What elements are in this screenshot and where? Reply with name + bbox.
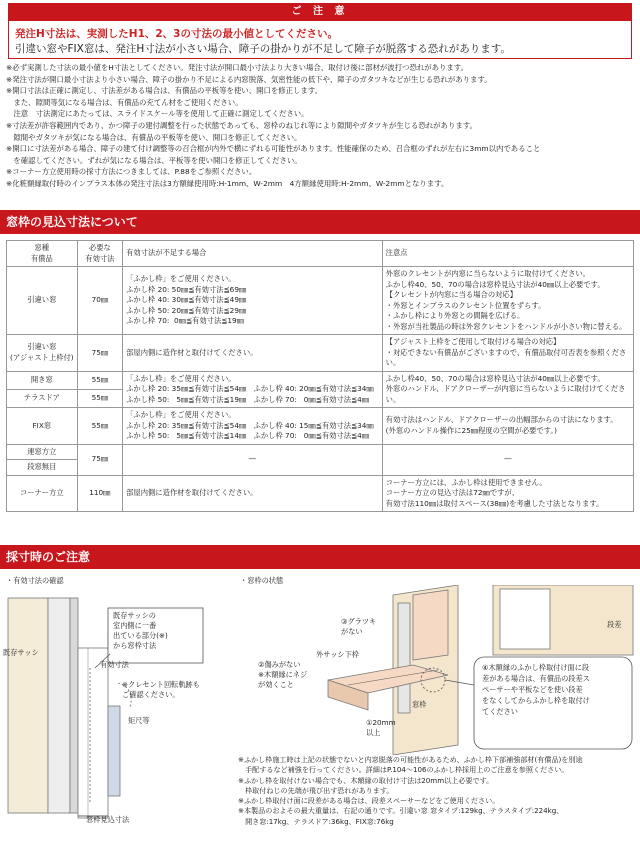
cell-type: 連窓方立 [7,444,78,460]
note-item: ※コーナー方立使用時の採寸方法につきましては、P.88をご参照ください。 [6,167,257,177]
note-item: 注意 寸法測定にあたっては、スライドスケール等を使用して正確に測定してください。 [6,109,309,119]
col-header-note: 注意点 [382,241,633,267]
bottom-note-item: ※ふかし枠取付け面に段差がある場合は、段差スペーサーなどをご使用ください。 [238,796,500,806]
note-item: ※開口に寸法差がある場合、障子の建て付け調整等の召合框が内外で横にずれる可能性があります。性能確保のため、召合框のずれが左右に3mm以内であること [6,144,541,154]
table-row [7,408,634,445]
notice-line-2: 引違い窓やFIX窓は、発注H寸法が小さい場合、障子の掛かりが不足して障子が脱落する恐れがあります。 [15,43,511,55]
cell-need: 55㎜ [77,408,122,445]
note-item: 隙間やガタツキが気になる場合は、有償品の平板等を使い、開口を修正してください。 [6,132,302,142]
section-title-frame-depth: 窓枠の見込寸法について [0,210,640,234]
bottom-note-item: 枠取付ねじの先端が飛び出す恐れがあります。 [238,785,394,795]
cell-short: 「ふかし枠」をご使用ください。 ふかし枠 20: 35㎜≦有効寸法≦54㎜ ふかし枠 40: 15㎜≦有効寸法≦34㎜ ふかし枠 50: 5㎜≦有効寸法≦14㎜ ふかし枠 70: 0㎜≦有効寸法≦4㎜ [123,408,383,445]
bottom-note-item: ※本製品のおよその最大重量は、右記の通りです。引違い窓 窓タイプ:129kg、テラスタイプ:224kg、 [238,806,564,816]
notice-title: ご 注 意 [8,3,632,21]
cell-note: 有効寸法はハンドル、ドアクローザーの出幅部からの寸法になります。 (外窓のハンドル操作に25㎜程度の空間が必要です。) [382,408,633,445]
bottom-note-item: ※ふかし枠施工時は上記の状態でないと内窓脱落の可能性があるため、ふかし枠下部補強部材(有償品)を別途 [238,755,583,764]
frame-label: 窓枠 [412,700,427,709]
note-item: を確認してください。ずれが気になる場合は、平板等を使い開口を修正してください。 [6,155,302,165]
note-item: また、隙間等気になる場合は、有償品の充てん材をご使用ください。 [6,97,243,107]
frame-depth-table [6,240,634,512]
table-row [7,267,634,335]
notice-line-1: 発注H寸法は、実測したH1、2、3の寸法の最小値としてください。 [15,28,338,40]
bottom-note-item: 手配するなど補強を行ってください。詳細はP.104～106のふかし枠採用上のご注意を参照ください。 [238,765,569,775]
cell-need: 75㎜ [77,444,122,475]
section-title-measuring: 採寸時のご注意 [0,545,640,569]
note-item: ※発注寸法が開口最小寸法より小さい場合、障子の掛かり不足による内窓脱落、気密性能の低下や、障子のガタツキなどが生じる恐れがあります。 [6,74,492,84]
note-item: ※化粧額縁取付時のインプラス本体の発注寸法は3方額縁使用時:H-1mm、W-2mm 4方額縁使用時:H-2mm、W-2mmとなります。 [6,178,449,188]
existing-sash-label: 既存サッシ [3,648,39,657]
effective-dimension-label: 有効寸法 [100,660,129,669]
cell-short: ― [123,444,383,475]
cell-short: 部屋内側に造作材を取付けてください。 [123,475,383,512]
table-row [7,335,634,372]
table-row [7,475,634,512]
cell-type: 開き窓 [7,371,78,389]
notes-list [6,62,636,190]
cell-need: 75㎜ [77,335,122,372]
cell-note: ふかし枠40、50、70の場合は窓枠見込寸法が40㎜以上必要です。 外窓のハンドル、ドアクローザーが内窓に当らないように取付けてくださ い。 [382,371,633,408]
col-header-need: 必要な 有効寸法 [77,241,122,267]
note-item: ※開口寸法は正確に測定し、寸法差がある場合は、有償品の平板等を使い、開口を修正します。 [6,86,323,96]
cell-note: コーナー方立には、ふかし枠は使用できません。 コーナー方立の見込寸法は72㎜ですが、 有効寸法110㎜は取付スペース(38㎜)を考慮した寸法となります。 [382,475,633,512]
table-row [7,371,634,389]
cell-short: 「ふかし枠」をご使用ください。 ふかし枠 20: 35㎜≦有効寸法≦54㎜ ふかし枠 40: 20㎜≦有効寸法≦34㎜ ふかし枠 50: 5㎜≦有効寸法≦19㎜ ふかし枠 70: 0㎜≦有効寸法≦4㎜ [123,371,383,408]
cell-note: ― [382,444,633,475]
callout-frame-dimension: 既存サッシの 室内側に一番 出ている部分(※) から窓枠寸法 [113,611,168,650]
cell-short: 「ふかし枠」をご使用ください。 ふかし枠 20: 50㎜≦有効寸法≦69㎜ ふかし枠 40: 30㎜≦有効寸法≦49㎜ ふかし枠 50: 20㎜≦有効寸法≦29㎜ ふかし枠 70: 0㎜≦有効寸法≦19㎜ [123,267,383,335]
note-item: ※寸法差が許容範囲内であり、かつ障子の建付調整を行った状態であっても、窓枠のねじれ等により隙間やガタツキが生じる恐れがあります。 [6,120,477,130]
cell-type: 引違い窓 [7,267,78,335]
note-item: ※必ず実測した寸法の最小値をH寸法としてください。発注寸法が開口最小寸法より大きい場合、取付け後に部材が波打つ恐れがあります。 [6,63,468,72]
cell-type: 引違い窓 (アジャスト上枠付) [7,335,78,372]
table-row [7,444,634,460]
cell-type: コーナー方立 [7,475,78,512]
callout-step-spacer: ④木額縁のふかし枠取付け面に段 差がある場合は、有償品の段差ス ペーサーや平板などを使い段差 をなくしてからふかし枠を取付け てください [482,663,590,716]
step-label: 段差 [607,620,622,629]
cell-need: 55㎜ [77,389,122,407]
cell-type: 段窓無目 [7,460,78,476]
cell-need: 55㎜ [77,371,122,389]
col-header-short: 有効寸法が不足する場合 [123,241,383,267]
callout-no-damage: ②傷みがない ※木額縁にネジ が効くこと [258,660,308,689]
bottom-note-item: 開き窓:17kg、テラスドア:36kg、FIX窓:76kg [238,816,394,826]
cell-note: 【アジャスト上枠をご使用して取付ける場合の対応】 ・対応できない有償品がございますので、有償品取付可否表を参照くださ い。 [382,335,633,372]
square-label: 矩尺等 [128,716,150,725]
fig2-caption: ・窓枠の状態 [240,576,284,585]
cell-note: 外窓のクレセントが内窓に当らないように取付けてください。 ふかし枠40、50、70の場合は窓枠見込寸法が40㎜以上必要です。 【クレセントが内窓に当る場合の対応】 ・外窓とインプラスのクレセント位置をずらす。 ・ふかし枠により外窓との間隔を広げる。 ・外窓が当社製品の時は外窓クレセントをハンドルが小さい物に替える。 [382,267,633,335]
callout-20mm: ①20mm 以上 [366,718,396,737]
cell-type: テラスドア [7,389,78,407]
crescent-note: ※クレセント回転軌跡も ご確認ください。 [122,680,200,699]
bottom-note-item: ※ふかし枠を取付けない場合でも、木額縁の取付け寸法は20mm以上必要です。 [238,775,494,785]
table-header-row [7,241,634,267]
callout-no-wobble: ③グラツキ がない [341,617,377,636]
fig1-caption: ・有効寸法の確認 [6,576,64,585]
cell-short: 部屋内側に造作材と取付けてください。 [123,335,383,372]
cell-need: 110㎜ [77,475,122,512]
notice-box [8,21,632,59]
cell-type: FIX窓 [7,408,78,445]
col-header-type: 窓種 有償品 [7,241,78,267]
frame-depth-label: 窓枠見込寸法 [86,815,130,824]
outer-sash-lower-label: 外サッシ下枠 [316,650,359,659]
bottom-notes [238,755,638,827]
cell-need: 70㎜ [77,267,122,335]
